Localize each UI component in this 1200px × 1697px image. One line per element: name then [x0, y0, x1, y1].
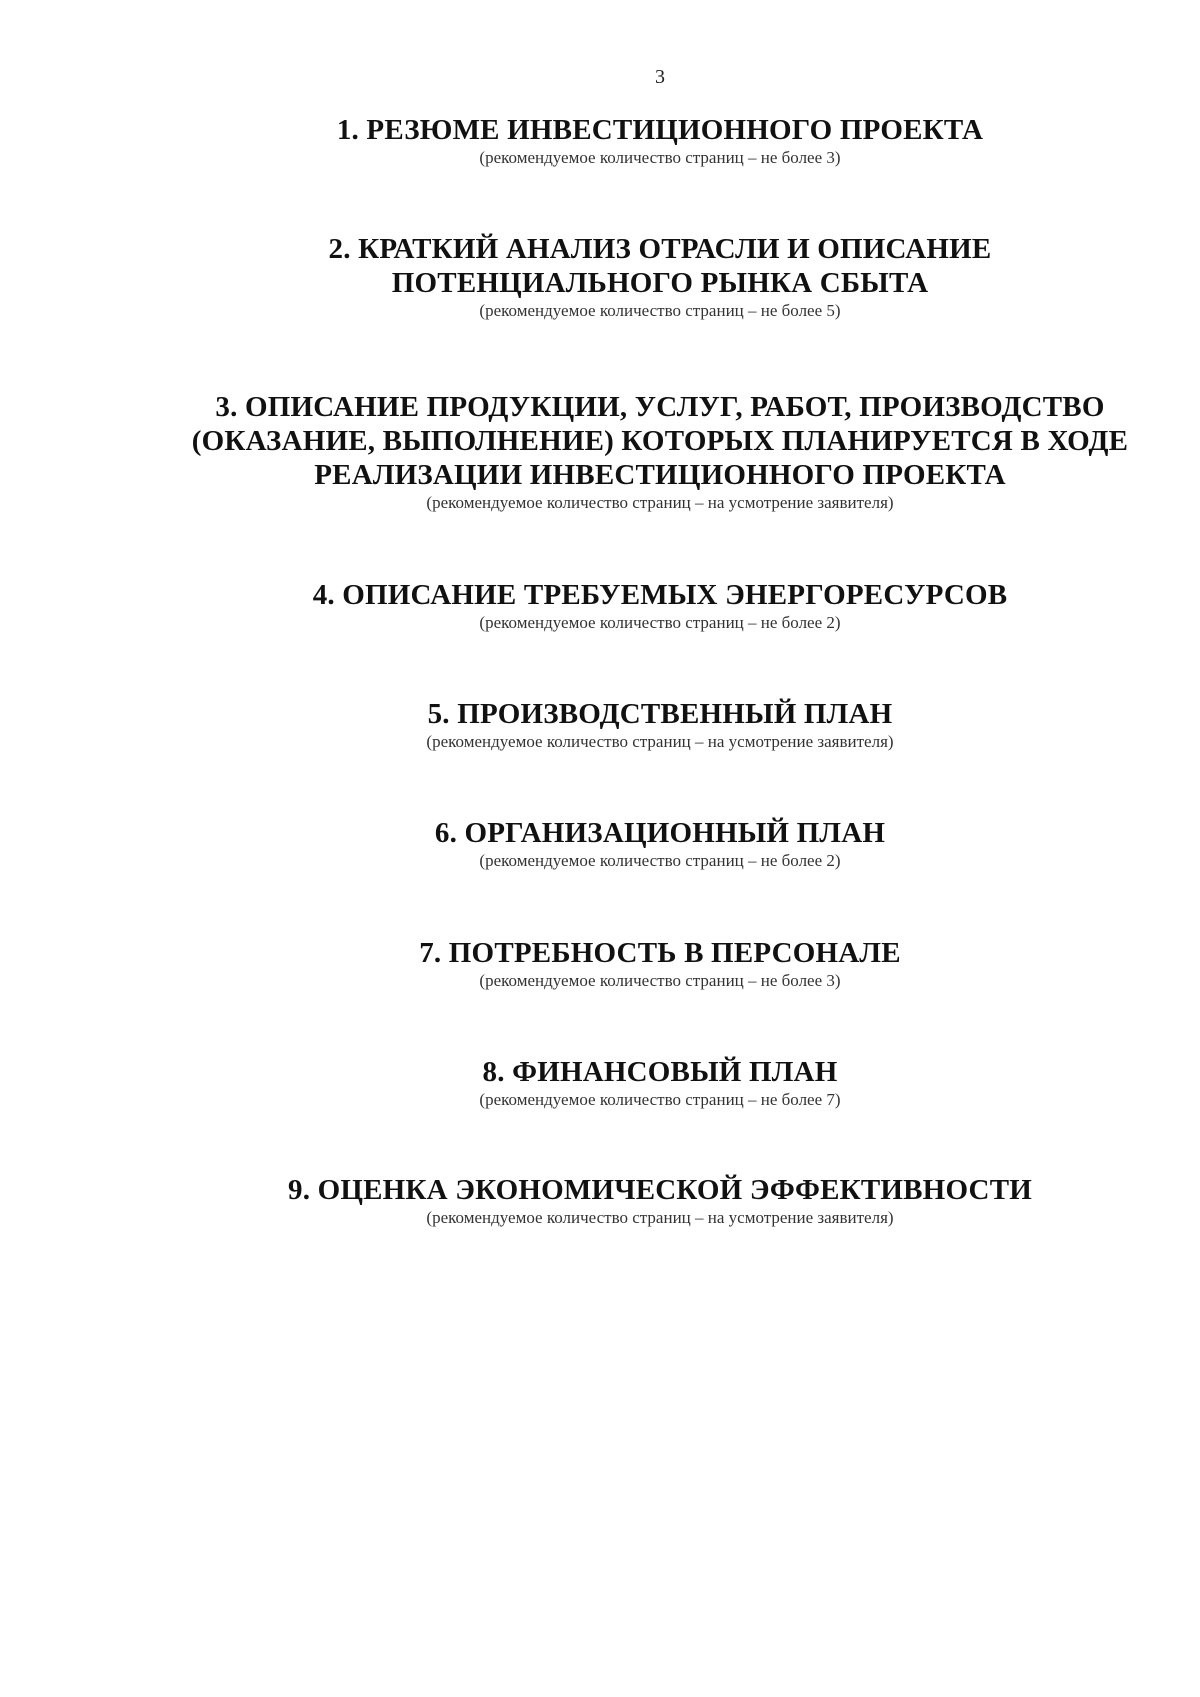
section-1	[0, 113, 1200, 169]
section-title	[0, 113, 1200, 147]
section-title	[0, 1173, 1200, 1207]
section-title	[0, 816, 1200, 850]
section-5	[0, 697, 1200, 753]
section-7	[0, 936, 1200, 992]
section-page-note: (рекомендуемое количество страниц – не более 2)	[479, 613, 841, 632]
section-8	[0, 1055, 1200, 1111]
section-page-note: (рекомендуемое количество страниц – не более 5)	[479, 301, 841, 320]
section-3	[0, 390, 1200, 514]
section-4	[0, 578, 1200, 634]
section-title-line: 7. ПОТРЕБНОСТЬ В ПЕРСОНАЛЕ	[419, 937, 901, 969]
section-page-note: (рекомендуемое количество страниц – не более 3)	[479, 971, 841, 990]
section-6	[0, 816, 1200, 872]
section-page-note: (рекомендуемое количество страниц – не более 2)	[479, 851, 841, 870]
section-page-note: (рекомендуемое количество страниц – не более 7)	[479, 1090, 841, 1109]
section-page-note: (рекомендуемое количество страниц – не более 3)	[479, 148, 841, 167]
section-page-note: (рекомендуемое количество страниц – на усмотрение заявителя)	[426, 493, 894, 512]
section-9	[0, 1173, 1200, 1229]
section-title	[0, 232, 1200, 300]
section-title-line: ПОТЕНЦИАЛЬНОГО РЫНКА СБЫТА	[391, 267, 929, 299]
section-title-line: 9. ОЦЕНКА ЭКОНОМИЧЕСКОЙ ЭФФЕКТИВНОСТИ	[288, 1174, 1032, 1206]
section-title	[0, 936, 1200, 970]
section-title	[0, 390, 1200, 492]
section-title-line: (ОКАЗАНИЕ, ВЫПОЛНЕНИЕ) КОТОРЫХ ПЛАНИРУЕТСЯ В ХОДЕ	[191, 425, 1129, 457]
section-page-note: (рекомендуемое количество страниц – на усмотрение заявителя)	[426, 1208, 894, 1227]
section-title	[0, 1055, 1200, 1089]
section-title-line: 2. КРАТКИЙ АНАЛИЗ ОТРАСЛИ И ОПИСАНИЕ	[328, 233, 992, 265]
section-title-line: 8. ФИНАНСОВЫЙ ПЛАН	[482, 1056, 838, 1088]
section-title	[0, 578, 1200, 612]
section-title-line: 4. ОПИСАНИЕ ТРЕБУЕМЫХ ЭНЕРГОРЕСУРСОВ	[312, 579, 1008, 611]
section-title-line: 3. ОПИСАНИЕ ПРОДУКЦИИ, УСЛУГ, РАБОТ, ПРОИЗВОДСТВО	[215, 391, 1105, 423]
section-title-line: РЕАЛИЗАЦИИ ИНВЕСТИЦИОННОГО ПРОЕКТА	[314, 459, 1006, 491]
section-2	[0, 232, 1200, 322]
section-title-line: 6. ОРГАНИЗАЦИОННЫЙ ПЛАН	[434, 817, 886, 849]
page-number: 3	[655, 66, 665, 88]
section-title-line: 1. РЕЗЮМЕ ИНВЕСТИЦИОННОГО ПРОЕКТА	[336, 114, 984, 146]
section-page-note: (рекомендуемое количество страниц – на усмотрение заявителя)	[426, 732, 894, 751]
section-title-line: 5. ПРОИЗВОДСТВЕННЫЙ ПЛАН	[427, 698, 893, 730]
section-title	[0, 697, 1200, 731]
